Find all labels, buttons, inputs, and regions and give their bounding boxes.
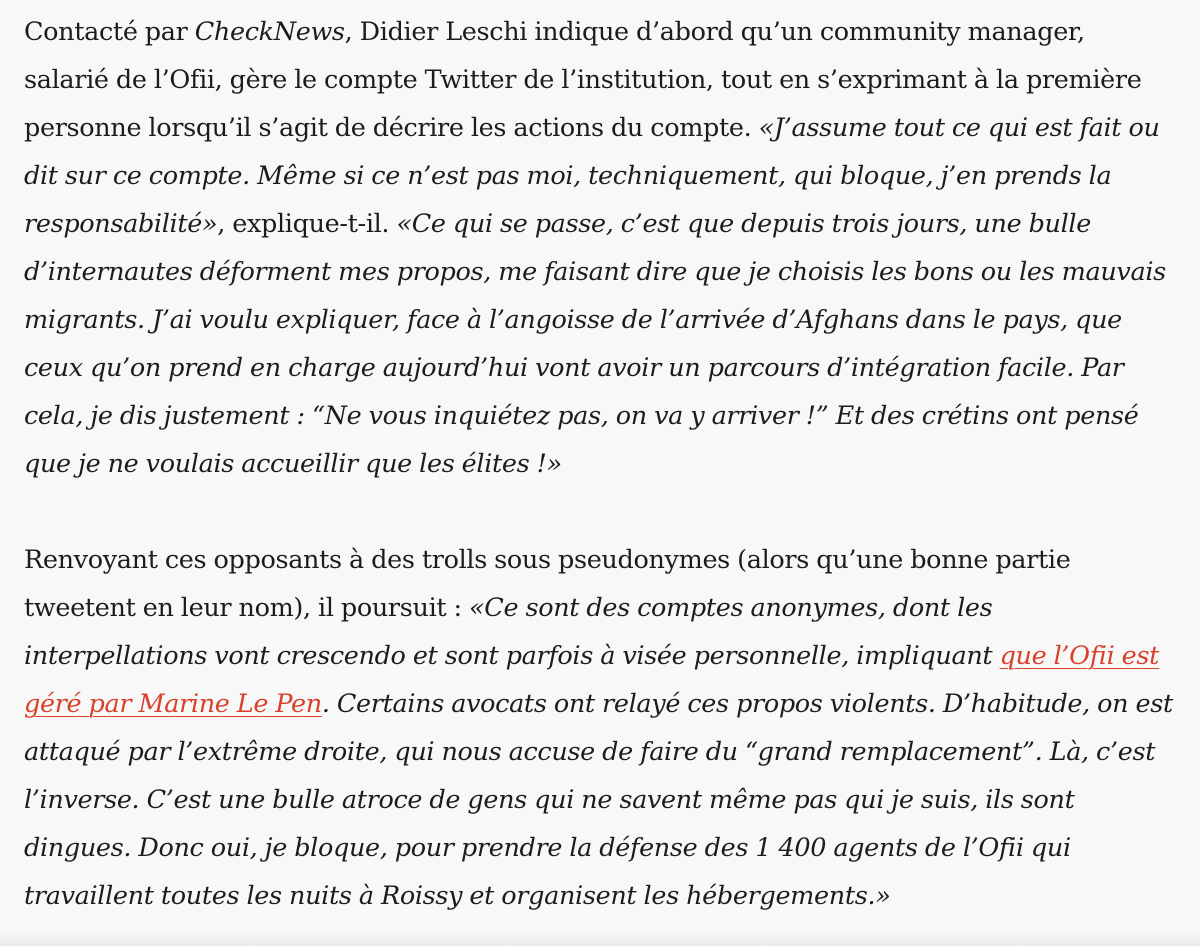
- outlet-name: CheckNews: [194, 17, 345, 47]
- ofii-le-pen-link[interactable]: que l’Ofii est géré par Marine Le Pen: [24, 641, 1160, 719]
- paragraph-1-text-1: Contacté par: [24, 17, 195, 47]
- bottom-fade: [0, 932, 1200, 946]
- paragraph-2-text-1: Renvoyant ces opposants à des trolls sous pseudonymes (alors qu’une bonne partie tweetent en leur nom), il poursuit :: [24, 545, 1071, 623]
- quote-responsibility: «J’assume tout ce qui est fait ou dit sur ce compte. Même si ce n’est pas moi, techniquement, qui bloque, j’en prends la responsabilité»: [24, 113, 1160, 239]
- paragraph-1: [24, 8, 1176, 488]
- quote-internautes: «Ce qui se passe, c’est que depuis trois jours, une bulle d’internautes déforment mes propos, me faisant dire que je choisis les bons ou les mauvais migrants. J’ai voulu expliquer, face à l’angoisse de l’arrivée d’Afghans dans le pays, que ceux qu’on prend en charge aujourd’hui vont avoir un parcours d’intégration facile. Par cela, je dis justement : “Ne vous inquiétez pas, on va y arriver !” Et des crétins ont pensé que je ne voulais accueillir que les élites !»: [24, 209, 1166, 479]
- quote-anonymous-start: «Ce sont des comptes anonymes, dont les interpellations vont crescendo et sont parfois à visée personnelle, impliquant: [24, 593, 1000, 671]
- quote-anonymous-end: . Certains avocats ont relayé ces propos violents. D’habitude, on est attaqué par l’extrême droite, qui nous accuse de faire du “grand remplacement”. Là, c’est l’inverse. C’est une bulle atroce de gens qui ne savent même pas qui je suis, ils sont dingues. Donc oui, je bloque, pour prendre la défense des 1 400 agents de l’Ofii qui travaillent toutes les nuits à Roissy et organisent les hébergements.»: [24, 689, 1173, 911]
- paragraph-2: [24, 536, 1176, 920]
- paragraph-1-text-3: , explique-t-il.: [217, 209, 397, 239]
- paragraph-1-text-2: , Didier Leschi indique d’abord qu’un community manager, salarié de l’Ofii, gère le compte Twitter de l’institution, tout en s’exprimant à la première personne lorsqu’il s’agit de décrire les actions du compte.: [24, 17, 1142, 143]
